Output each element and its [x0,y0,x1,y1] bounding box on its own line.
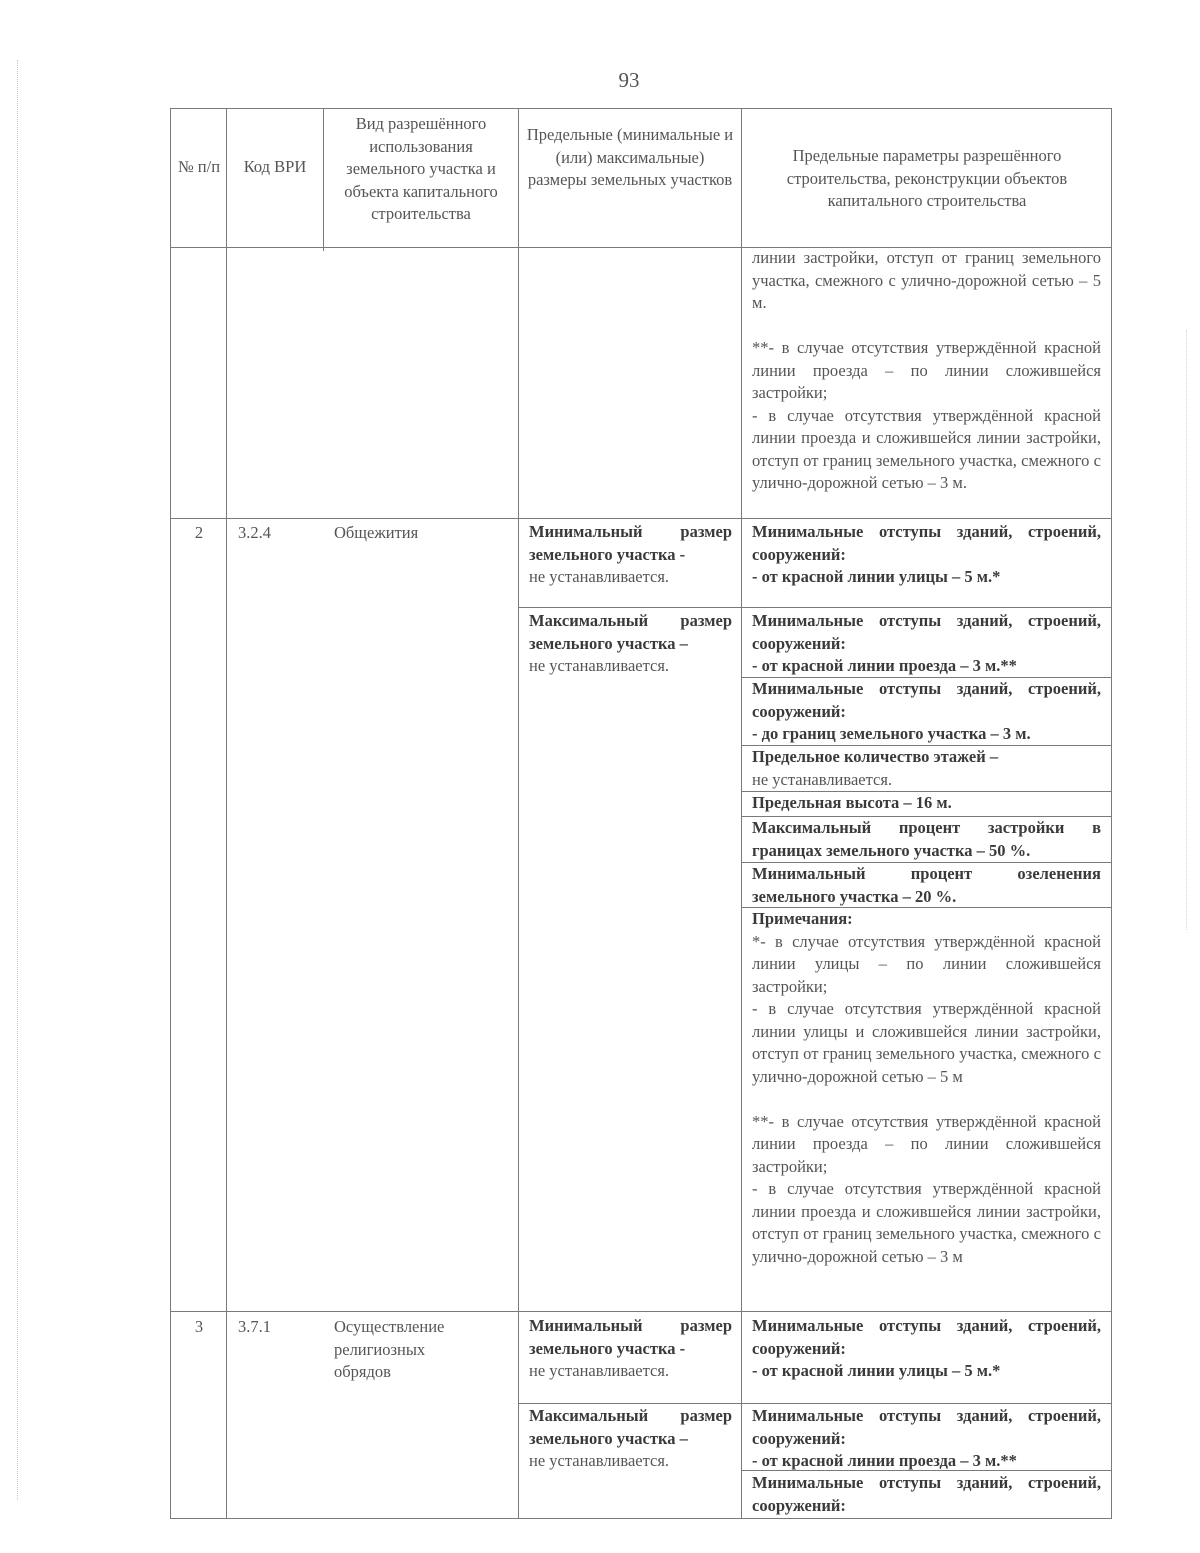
table-top-border [170,108,1112,109]
row-2-param-2-value: - от красной линии проезда – 3 м.** [752,656,1017,675]
row-2-param-1-title: Минимальные отступы зданий, строений, сооружений: [752,522,1101,564]
row-2-min-size [529,521,732,589]
row-3-param-1 [752,1315,1101,1383]
row-2-param-3-value: - до границ земельного участка – 3 м. [752,724,1031,743]
row-2-param-4-value: не устанавливается. [752,769,893,789]
col-divider-4 [741,108,742,1518]
row-3-number: 3 [194,1317,204,1336]
row-2-notes [752,908,1101,1268]
row-3-max-size [529,1405,732,1473]
header-code: Код ВРИ [243,157,307,176]
size-divider-row2 [518,607,1112,608]
row-2-param-4-title: Предельное количество этажей – [752,747,999,766]
row-3-param-2 [752,1405,1101,1473]
row-2-min-size-value: не устанавливается. [529,567,670,586]
carry-over-cell [752,247,1101,495]
row-2-param-6: Максимальный процент застройки в границах земельного участка – 50 %. [752,818,1101,860]
row-divider-2 [170,1311,1112,1312]
row-3-name: Осуществление религиозных обрядов [334,1317,445,1381]
header-build-params: Предельные параметры разрешённого строительства, реконструкции объектов капитального строительства [786,146,1068,210]
carry-paragraph-2: **- в случае отсутствия утверждённой красной линии проезда – по линии сложившейся застройки; [752,338,1101,402]
table-right-border [1111,108,1112,1518]
row-2-max-size-value: не устанавливается. [529,656,670,675]
row-2-name: Общежития [334,523,419,542]
col-divider-3 [518,108,519,1518]
row-2-param-3 [752,678,1101,746]
row-2-note-4: - в случае отсутствия утверждённой красной линии проезда и сложившейся линии застройки, отступ от границ земельного участка, смежного с улично-дорожной сетью – 3 м [752,1179,1101,1266]
scan-edge-mark-right [1186,330,1187,930]
row-2-param-2 [752,610,1101,678]
row-2-param-3-title: Минимальные отступы зданий, строений, сооружений: [752,679,1101,721]
row-2-param-4 [752,746,1101,791]
row-2-param-5: Предельная высота – 16 м. [752,793,952,812]
header-plot-size: Предельные (минимальные и (или) максимальные) размеры земельных участков [526,125,734,189]
row-3-min-size-label: Минимальный размер земельного участка - [529,1316,732,1358]
page-number: 93 [618,68,640,92]
row-3-param-2-title: Минимальные отступы зданий, строений, сооружений: [752,1406,1101,1448]
row-2-notes-title: Примечания: [752,909,853,928]
row-3-max-size-label: Максимальный размер земельного участка – [529,1406,732,1448]
row-3-min-size [529,1315,732,1383]
col-divider-2-header [323,108,324,251]
row-2-param-1 [752,521,1101,589]
row-2-min-size-label: Минимальный размер земельного участка - [529,522,732,564]
carry-paragraph-3: - в случае отсутствия утверждённой красной линии проезда и сложившейся линии застройки, отступ от границ земельного участка, смежного с улично-дорожной сетью – 3 м. [752,405,1101,492]
row-3-param-1-value: - от красной линии улицы – 5 м.* [752,1361,1001,1380]
row-3-code: 3.7.1 [238,1317,271,1336]
size-divider-row3 [518,1403,1112,1404]
table-bottom-border [170,1518,1112,1519]
row-2-param-7: Минимальный процент озеленения земельного участка – 20 %. [752,864,1101,906]
row-2-note-2: - в случае отсутствия утверждённой красной линии улицы и сложившейся линии застройки, отступ от границ земельного участка, смежного с улично-дорожной сетью – 5 м [752,999,1101,1086]
row-2-number: 2 [194,523,204,542]
carry-paragraph-1: линии застройки, отступ от границ земельного участка, смежного с улично-дорожной сетью – 5 м. [752,248,1101,312]
row-3-param-2-value: - от красной линии проезда – 3 м.** [752,1451,1017,1470]
row-2-param-2-title: Минимальные отступы зданий, строений, сооружений: [752,611,1101,653]
row-3-param-3-title: Минимальные отступы зданий, строений, сооружений: [752,1473,1101,1515]
row-divider-1 [170,518,1112,519]
row-2-note-1: *- в случае отсутствия утверждённой красной линии улицы – по линии сложившейся застройки; [752,931,1101,996]
header-num: № п/п [177,157,221,176]
row-2-max-size [529,610,732,678]
scan-edge-mark [17,60,18,1500]
row-2-max-size-label: Максимальный размер земельного участка – [529,611,732,653]
row-2-note-3: **- в случае отсутствия утверждённой красной линии проезда – по линии сложившейся застройки; [752,1111,1101,1176]
row-3-param-1-title: Минимальные отступы зданий, строений, сооружений: [752,1316,1101,1358]
header-permitted-use: Вид разрешённого использования земельного участка и объекта капитального строительства [344,114,498,223]
row-2-param-1-value: - от красной линии улицы – 5 м.* [752,567,1001,586]
row-2-code: 3.2.4 [238,523,271,542]
row-3-max-size-value: не устанавливается. [529,1451,670,1470]
table-left-border [170,108,171,1518]
col-divider-1 [226,108,227,1518]
row-3-min-size-value: не устанавливается. [529,1361,670,1380]
row-3-param-3 [752,1472,1101,1517]
